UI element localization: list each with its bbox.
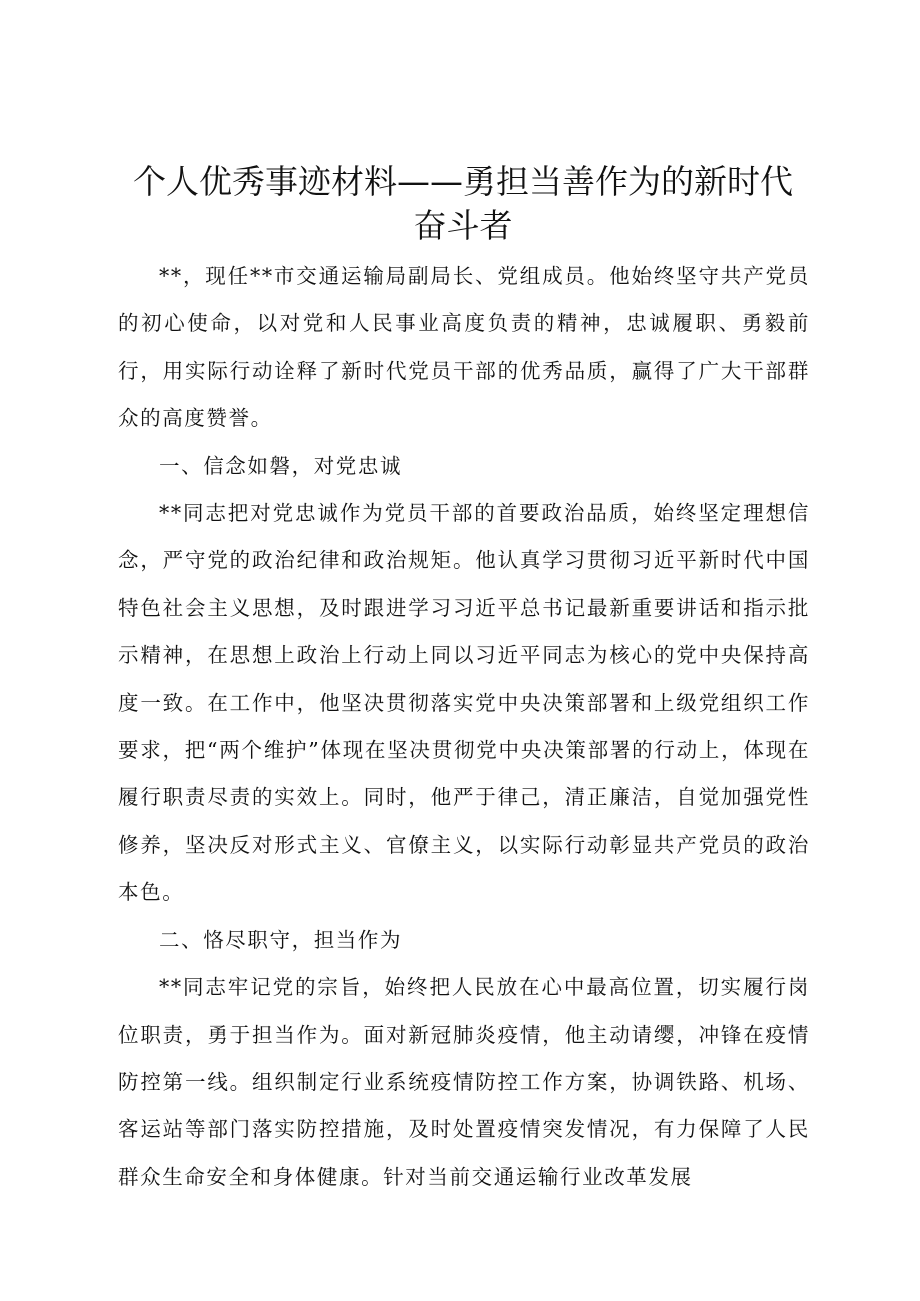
section-2-paragraph: **同志牢记党的宗旨，始终把人民放在心中最高位置，切实履行岗位职责，勇于担当作为。面对新冠肺炎疫情，他主动请缨，冲锋在疫情防控第一线。组织制定行业系统疫情防控工作方案，协调铁路、机场、客运站等部门落实防控措施，及时处置疫情突发情况，有力保障了人民群众生命安全和身体健康。针对当前交通运输行业改革发展 (118, 975, 810, 1189)
section-heading-2: 二、恪尽职守，担当作为 (159, 927, 403, 952)
document-title (118, 160, 808, 248)
section-heading-1: 一、信念如磐，对党忠诚 (159, 453, 403, 478)
intro-paragraph: **，现任**市交通运输局副局长、党组成员。他始终坚守共产党员的初心使命，以对党和人民事业高度负责的精神，忠诚履职、勇毅前行，用实际行动诠释了新时代党员干部的优秀品质，赢得了广大干部群众的高度赞誉。 (118, 264, 810, 431)
document-body (118, 253, 810, 1201)
document-title-line-2: 奋斗者 (413, 206, 513, 245)
document-title-line-1: 个人优秀事迹材料——勇担当善作为的新时代 (133, 162, 793, 201)
section-1-paragraph: **同志把对党忠诚作为党员干部的首要政治品质，始终坚定理想信念，严守党的政治纪律和政治规矩。他认真学习贯彻习近平新时代中国特色社会主义思想，及时跟进学习习近平总书记最新重要讲话和指示批示精神，在思想上政治上行动上同以习近平同志为核心的党中央保持高度一致。在工作中，他坚决贯彻落实党中央决策部署和上级党组织工作要求，把“两个维护”体现在坚决贯彻党中央决策部署的行动上，体现在履行职责尽责的实效上。同时，他严于律己，清正廉洁，自觉加强党性修养，坚决反对形式主义、官僚主义，以实际行动彰显共产党员的政治本色。 (118, 501, 810, 905)
